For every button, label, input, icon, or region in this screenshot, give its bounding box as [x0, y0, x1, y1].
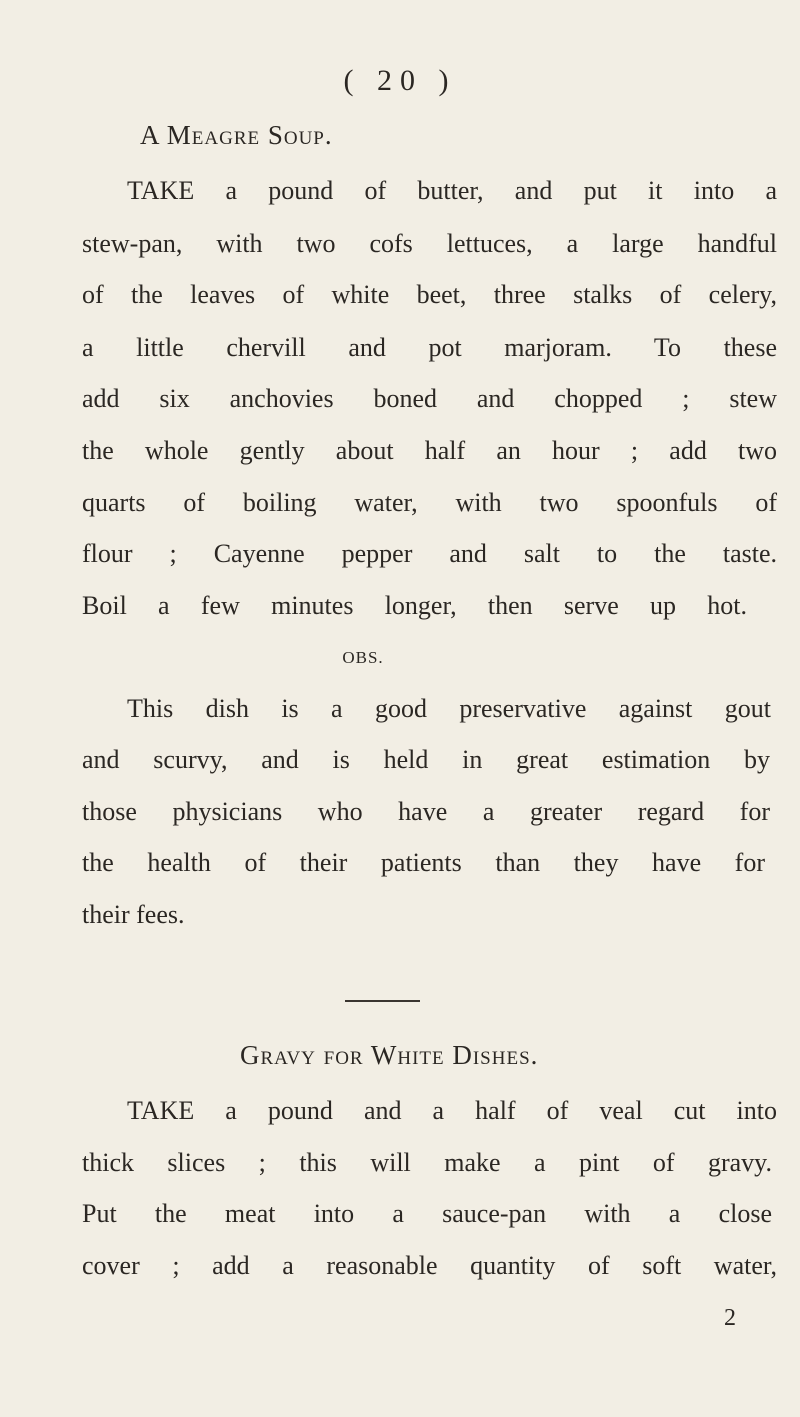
text-line: thick slices ; this will make a pint of gravy.: [82, 1148, 772, 1177]
text-line: Boil a few minutes longer, then serve up hot.: [82, 591, 747, 620]
recipe-title-meagre-soup: A Meagre Soup.: [140, 120, 333, 150]
text-line: flour ; Cayenne pepper and salt to the taste.: [82, 539, 777, 568]
obs-line: This dish is a good preservative against gout: [127, 694, 771, 723]
text-line: quarts of boiling water, with two spoonfuls of: [82, 488, 777, 517]
text-line: of the leaves of white beet, three stalks of celery,: [82, 280, 777, 309]
obs-line: and scurvy, and is held in great estimation by: [82, 745, 770, 774]
obs-line: those physicians who have a greater regard for: [82, 797, 770, 826]
text-line: TAKE a pound and a half of veal cut into: [127, 1096, 777, 1125]
signature-mark: 2: [724, 1305, 736, 1331]
obs-line: the health of their patients than they have for: [82, 848, 765, 877]
page-number: ( 20 ): [343, 64, 457, 97]
obs-heading: OBS.: [342, 648, 384, 667]
text-line: the whole gently about half an hour ; add two: [82, 436, 777, 465]
text-line: a little chervill and pot marjoram. To these: [82, 333, 777, 362]
recipe-title-gravy: Gravy for White Dishes.: [240, 1040, 539, 1070]
text-line: stew-pan, with two cofs lettuces, a large handful: [82, 229, 777, 258]
text-line: add six anchovies boned and chopped ; stew: [82, 384, 777, 413]
obs-line: their fees.: [82, 900, 185, 929]
text-line: Put the meat into a sauce-pan with a close: [82, 1199, 772, 1228]
section-divider: [345, 1000, 420, 1002]
text-line: cover ; add a reasonable quantity of soft water,: [82, 1251, 777, 1280]
text-line: TAKE a pound of butter, and put it into a: [127, 176, 777, 205]
